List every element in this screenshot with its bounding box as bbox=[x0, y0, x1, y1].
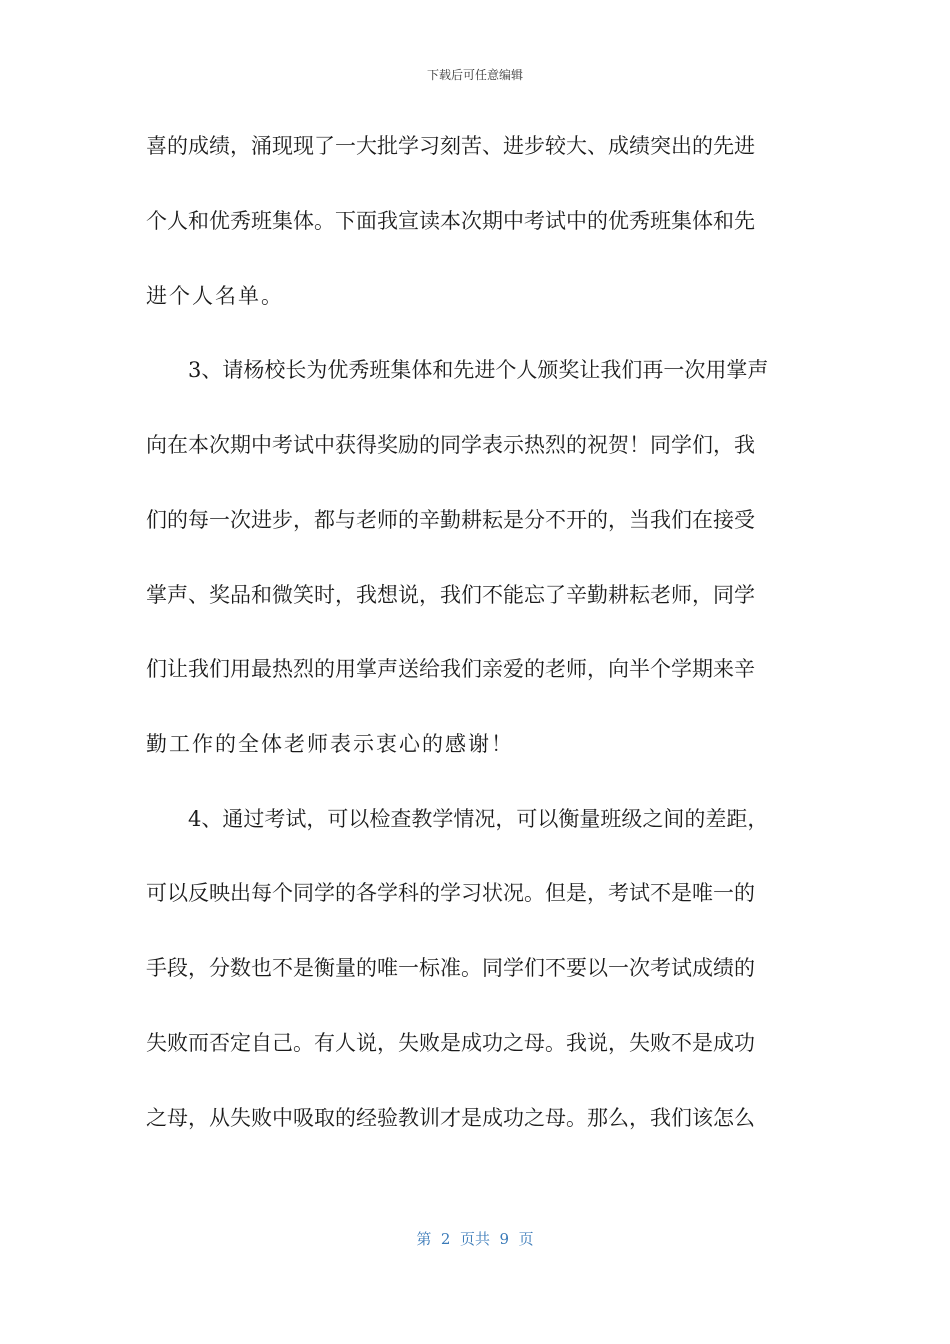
paragraph-line: 失败而否定自己。有人说，失败是成功之母。我说，失败不是成功 bbox=[146, 1031, 755, 1055]
paragraph-line: 们的每一次进步，都与老师的辛勤耕耘是分不开的，当我们在接受 bbox=[146, 508, 755, 532]
paragraph-line: 进个人名单。 bbox=[146, 284, 284, 308]
page-number: 第 2 页共 9 页 bbox=[416, 1230, 534, 1248]
paragraph-line: 手段，分数也不是衡量的唯一标准。同学们不要以一次考试成绩的 bbox=[146, 956, 755, 980]
paragraph-line: 个人和优秀班集体。下面我宣读本次期中考试中的优秀班集体和先 bbox=[146, 209, 755, 233]
paragraph-line: 可以反映出每个同学的各学科的学习状况。但是，考试不是唯一的 bbox=[146, 881, 755, 905]
paragraph-line: 勤工作的全体老师表示衷心的感谢！ bbox=[146, 732, 514, 756]
paragraph-line: 3、请杨校长为优秀班集体和先进个人颁奖让我们再一次用掌声 bbox=[188, 358, 769, 382]
paragraph-line: 向在本次期中考试中获得奖励的同学表示热烈的祝贺！同学们，我 bbox=[146, 433, 755, 457]
paragraph-line: 4、通过考试，可以检查教学情况，可以衡量班级之间的差距， bbox=[188, 807, 769, 831]
page-header: 下载后可任意编辑 bbox=[426, 68, 523, 82]
paragraph-line: 们让我们用最热烈的用掌声送给我们亲爱的老师，向半个学期来辛 bbox=[146, 657, 755, 681]
paragraph-line: 掌声、奖品和微笑时，我想说，我们不能忘了辛勤耕耘老师，同学 bbox=[146, 583, 755, 607]
paragraph-line: 喜的成绩，涌现现了一大批学习刻苦、进步较大、成绩突出的先进 bbox=[146, 134, 755, 158]
paragraph-line: 之母，从失败中吸取的经验教训才是成功之母。那么，我们该怎么 bbox=[146, 1106, 755, 1130]
